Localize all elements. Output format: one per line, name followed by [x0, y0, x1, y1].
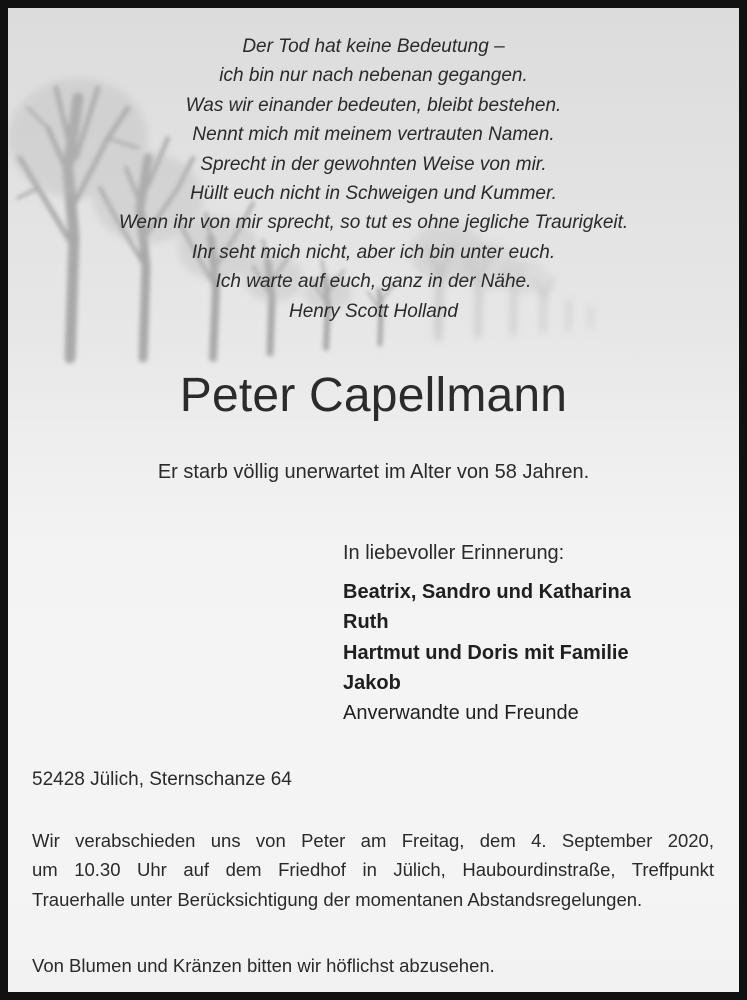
mourning-address: 52428 Jülich, Sternschanze 64 [32, 769, 292, 790]
memory-intro: In liebevoller Erinnerung: [343, 542, 565, 564]
poem-line: Nennt mich mit meinem vertrauten Namen. [192, 124, 555, 146]
mourner-name: Beatrix, Sandro und Katharina [343, 581, 631, 603]
poem-line: Was wir einander bedeuten, bleibt bestehen. [185, 94, 562, 116]
poem-line: ich bin nur nach nebenan gegangen. [219, 65, 528, 87]
poem-line: Ich warte auf euch, ganz in der Nähe. [215, 271, 532, 293]
mourner-name: Jakob [343, 671, 401, 694]
ceremony-line: um 10.30 Uhr auf dem Friedhof in Jülich, Haubourdinstraße, Treffpunkt [32, 859, 714, 881]
poem [8, 32, 739, 326]
poem-line: Wenn ihr von mir sprecht, so tut es ohne jegliche Traurigkeit. [118, 212, 629, 234]
poem-line: Der Tod hat keine Bedeutung – [242, 36, 505, 57]
deceased-name: Peter Capellmann [179, 369, 568, 422]
flowers-note: Von Blumen und Kränzen bitten wir höflichst abzusehen. [32, 955, 495, 976]
death-note: Er starb völlig unerwartet im Alter von 58 Jahren. [157, 461, 590, 483]
poem-line: Hüllt euch nicht in Schweigen und Kummer. [190, 183, 557, 205]
poem-line: Ihr seht mich nicht, aber ich bin unter euch. [191, 241, 556, 263]
mourners-others: Anverwandte und Freunde [343, 702, 579, 725]
ceremony-line: Trauerhalle unter Berücksichtigung der momentanen Abstandsregelungen. [32, 888, 643, 910]
mourner-name: Hartmut und Doris mit Familie [343, 641, 629, 664]
mourners-list [343, 577, 631, 728]
ceremony-line: Wir verabschieden uns von Peter am Freitag, dem 4. September 2020, [32, 830, 714, 851]
mourner-name: Ruth [343, 611, 389, 634]
poem-line: Sprecht in der gewohnten Weise von mir. [200, 153, 547, 175]
ceremony-details [32, 826, 714, 914]
poem-author: Henry Scott Holland [289, 300, 458, 322]
